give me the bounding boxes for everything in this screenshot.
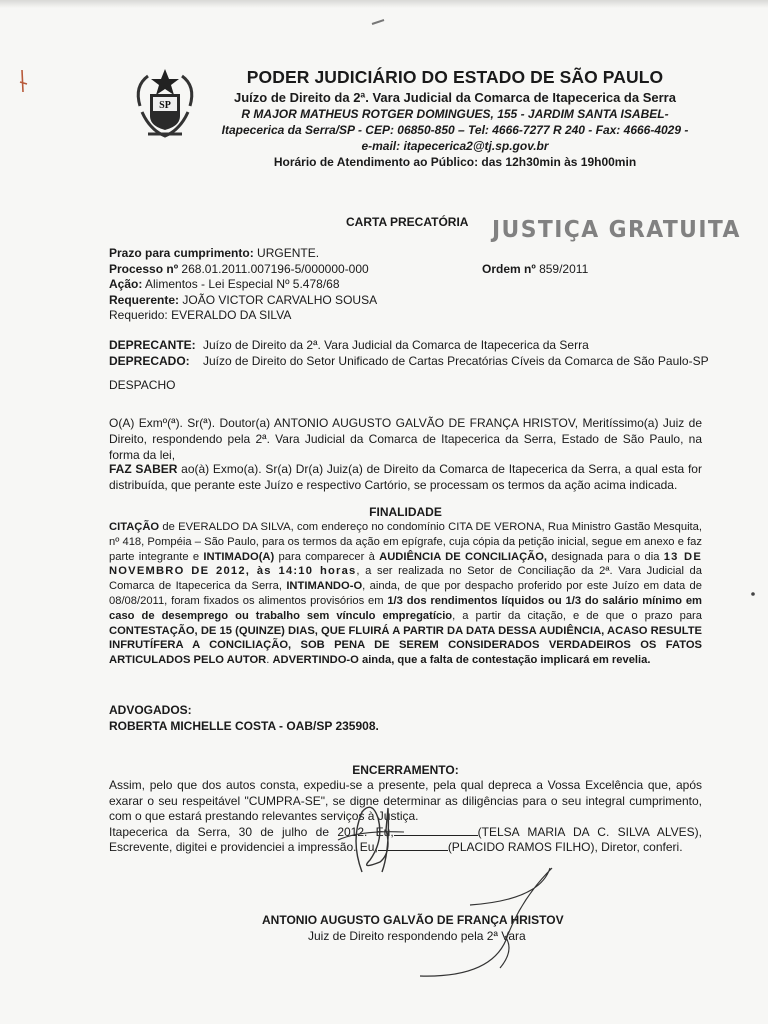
encerramento-heading: ENCERRAMENTO:	[352, 763, 459, 777]
court-hours: Horário de Atendimento ao Público: das 12h30min às 19h00min	[273, 155, 637, 169]
finalidade-paragraph: CITAÇÃO de EVERALDO DA SILVA, com endereço no condomínio CITA DE VERONA, Rua Ministro Gastão Mesquita, nº 418, Pompéia – São Paulo, para os termos da ação em epígrafe, cuja cópia da petição inicial, segue em anexo e faz parte integrante e INTIMADO(A) para comparecer à AUDIÊNCIA DE CONCILIAÇÃO, designada para o dia 13 DE NOVEMBRO DE 2012, às 14:10 horas, a ser realizada no Setor de Conciliação da 2ª. Vara Judicial da Comarca de Itapecerica da Serra, INTIMANDO-O, ainda, de que por despacho proferido por este Juízo em data de 08/08/2011, foram fixados os alimentos provisórios em 1/3 dos rendimentos líquidos ou 1/3 do salário mínimo em caso de desemprego ou trabalho sem vínculo empregatício, a partir da citação, e de que o prazo para CONTESTAÇÃO, DE 15 (QUINZE) DIAS, QUE FLUIRÁ A PARTIR DA DATA DESSA AUDIÊNCIA, ACASO RESULTE INFRUTÍFERA A CONCILIAÇÃO, SOB PENA DE SEREM CONSIDERADOS VERDADEIROS OS FATOS ARTICULADOS PELO AUTOR. ADVERTINDO-O ainda, que a falta de contestação implicará em revelia.	[109, 521, 703, 667]
processo-row: Processo nº 268.01.2011.007196-5/000000-000	[109, 261, 369, 276]
free-justice-stamp: JUSTIÇA GRATUITA	[492, 217, 741, 243]
document-type: CARTA PRECATÓRIA	[346, 215, 469, 229]
court-address-1: R MAJOR MATHEUS ROTGER DOMINGUES, 155 - JARDIM SANTA ISABEL-	[241, 107, 669, 121]
finalidade-heading: FINALIDADE	[369, 505, 442, 519]
ordem-number: Ordem nº 859/2011	[482, 262, 589, 276]
signature-blank	[378, 840, 448, 851]
case-metadata	[109, 246, 377, 324]
court-header	[210, 66, 700, 170]
requerente-row: Requerente: JOÃO VICTOR CARVALHO SOUSA	[109, 292, 378, 307]
margin-mark	[20, 70, 27, 92]
deprecante-row: DEPRECANTE: Juízo de Direito da 2ª. Vara Judicial da Comarca de Itapecerica da Serra	[109, 338, 589, 352]
scan-edge	[0, 0, 768, 8]
court-title: PODER JUDICIÁRIO DO ESTADO DE SÃO PAULO	[246, 67, 664, 87]
prazo-row: Prazo para cumprimento: URGENTE.	[109, 246, 320, 260]
encerramento-paragraph: Assim, pelo que dos autos consta, expediu-se a presente, pela qual depreca a Vossa Excelência que, após exarar o seu respeitável "CUMPRA-SE", se digne determinar as diligências para o seu integral cumprimento, com o que estará prestando relevantes serviços à Justiça. Itapecerica da Serra, 30 de julho de 2012. Eu, (TELSA MARIA DA C. SILVA ALVES), Escrevente, digitei e providenciei a impressão. Eu, (PLACIDO RAMOS FILHO), Diretor, conferi.	[109, 778, 702, 854]
signature-blank	[394, 825, 478, 836]
despacho-heading: DESPACHO	[109, 378, 176, 392]
judge-signature-name: ANTONIO AUGUSTO GALVÃO DE FRANÇA HRISTOV	[262, 913, 564, 927]
scan-dot	[751, 592, 755, 596]
faz-saber-paragraph: FAZ SABER ao(à) Exmo(a). Sr(a) Dr(a) Juiz(a) de Direito da Comarca de Itapecerica da Serra, a qual esta for distribuída, que perante este Juízo e respectivo Cartório, se processam os termos da ação acima indicada.	[109, 462, 702, 492]
svg-text:SP: SP	[159, 100, 171, 111]
judge-paragraph: O(A) Exmº(ª). Sr(ª). Doutor(a) ANTONIO AUGUSTO GALVÃO DE FRANÇA HRISTOV, Meritíssimo(a) Juiz de Direito, respondendo pela 2ª. Vara Judicial da Comarca de Itapecerica da Serra, Estado de São Paulo, na forma da lei,	[109, 416, 702, 462]
advogado-name: ROBERTA MICHELLE COSTA - OAB/SP 235908.	[109, 719, 379, 733]
court-email: e-mail: itapecerica2@tj.sp.gov.br	[361, 139, 549, 153]
court-name: Juízo de Direito da 2ª. Vara Judicial da Comarca de Itapecerica da Serra	[234, 90, 676, 105]
judge-signature-role: Juiz de Direito respondendo pela 2ª Vara	[308, 929, 526, 943]
court-address-2: Itapecerica da Serra/SP - CEP: 06850-850 – Tel: 4666-7277 R 240 - Fax: 4666-4029 -	[221, 123, 689, 137]
advogados-heading: ADVOGADOS:	[109, 703, 192, 717]
state-seal-icon	[130, 66, 200, 142]
parties-block	[109, 337, 709, 369]
acao-row: Ação: Alimentos - Lei Especial Nº 5.478/68	[109, 277, 340, 291]
deprecado-row: DEPRECADO: Juízo de Direito do Setor Unificado de Cartas Precatórias Cíveis da Comarca de São Paulo-SP	[109, 354, 709, 368]
scan-mark	[372, 20, 384, 24]
requerido-row: Requerido: EVERALDO DA SILVA	[109, 308, 292, 322]
